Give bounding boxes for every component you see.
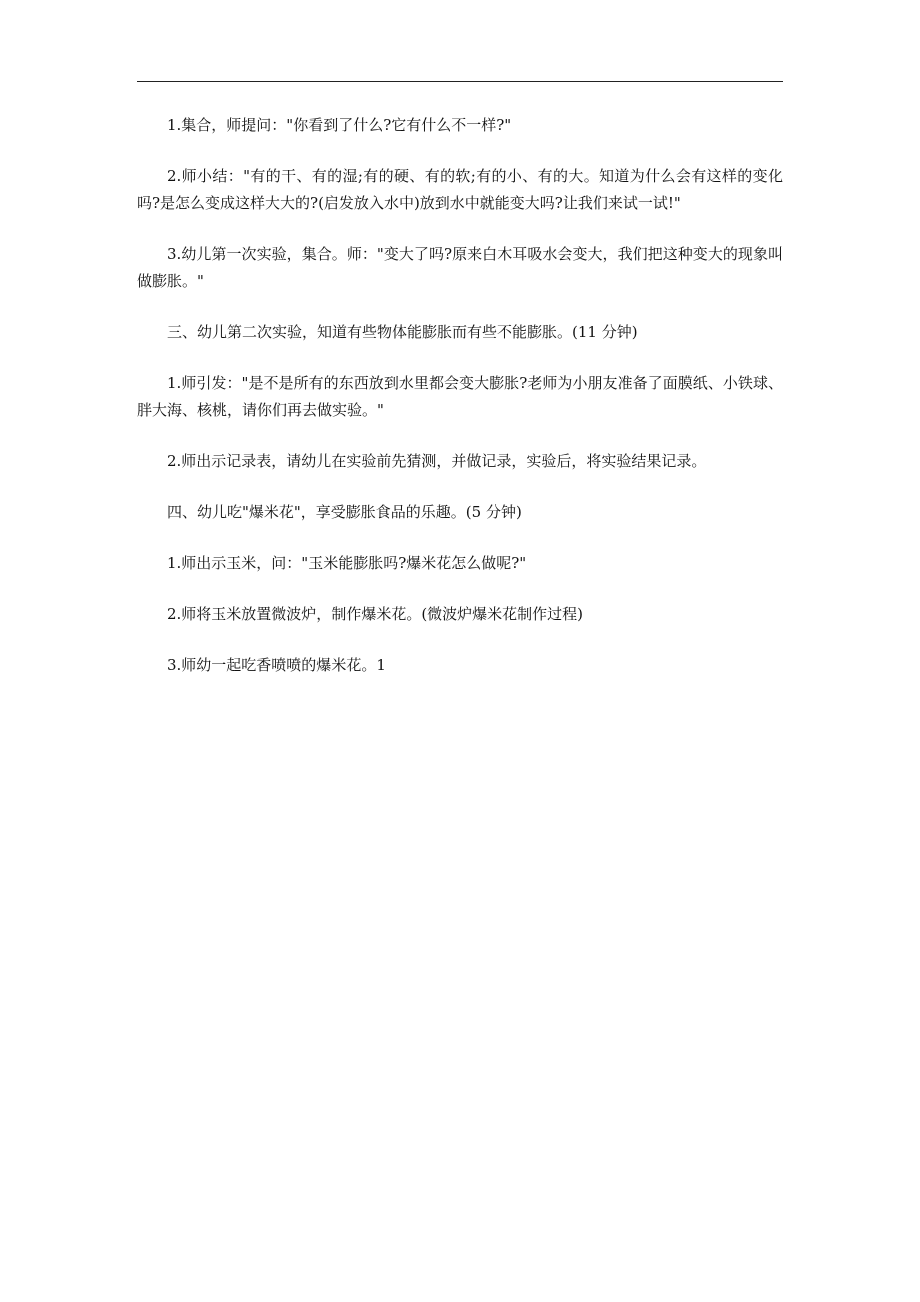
section-heading-four: 四、幼儿吃"爆米花"，享受膨胀食品的乐趣。(5 分钟)	[167, 503, 522, 521]
header-rule	[137, 81, 783, 82]
paragraph-section4-step-2: 2.师将玉米放置微波炉，制作爆米花。(微波炉爆米花制作过程)	[167, 605, 584, 623]
document-body	[137, 112, 783, 679]
paragraph-step-1-gather: 1.集合，师提问："你看到了什么?它有什么不一样?"	[167, 116, 512, 134]
paragraph-section3-step-1: 1.师引发："是不是所有的东西放到水里都会变大膨胀?老师为小朋友准备了面膜纸、小铁球、胖大海、核桃，请你们再去做实验。"	[137, 374, 783, 419]
section-heading-three: 三、幼儿第二次实验，知道有些物体能膨胀而有些不能膨胀。(11 分钟)	[167, 323, 638, 341]
paragraph-section3-step-2: 2.师出示记录表，请幼儿在实验前先猜测，并做记录，实验后，将实验结果记录。	[167, 452, 707, 470]
paragraph-section4-step-3: 3.师幼一起吃香喷喷的爆米花。1	[167, 656, 386, 674]
paragraph-step-3-first-experiment: 3.幼儿第一次实验，集合。师："变大了吗?原来白木耳吸水会变大，我们把这种变大的现象叫做膨胀。"	[137, 245, 783, 290]
paragraph-step-2-summary: 2.师小结："有的干、有的湿;有的硬、有的软;有的小、有的大。知道为什么会有这样的变化吗?是怎么变成这样大大的?(启发放入水中)放到水中就能变大吗?让我们来试一试!"	[137, 167, 783, 212]
paragraph-section4-step-1: 1.师出示玉米，问："玉米能膨胀吗?爆米花怎么做呢?"	[167, 554, 527, 572]
